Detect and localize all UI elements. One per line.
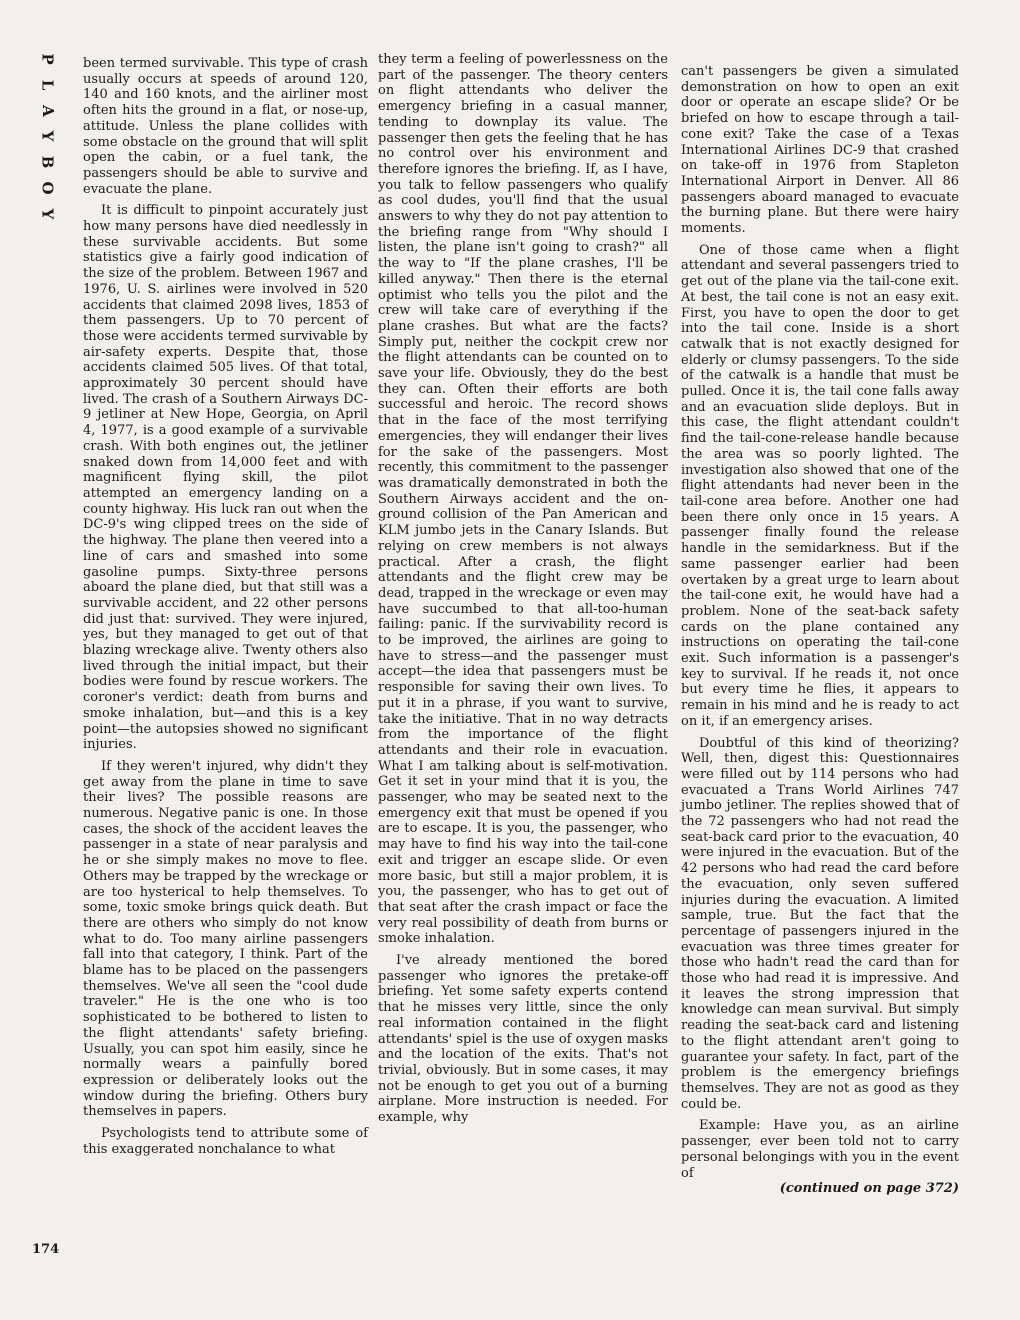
article-column-1 xyxy=(83,56,368,1158)
logo-letter: Y xyxy=(38,131,57,143)
paragraph: Doubtful of this kind of theorizing? Well, then, digest this: Questionnaires were filled out by 114 persons who had evacuated a Trans World Airlines 747 jumbo jetliner. The replies showed that of the 72 passengers who had not read the seat-back card prior to the evacuation, 40 were injured in the evacuation. But of the 42 persons who had read the card before the evacuation, only seven suffered injuries during the evacuation. A limited sample, true. But the fact that the percentage of passengers injured in the evacuation was three times greater for those who hadn't read the card than for those who had read it is impressive. And it leaves the strong impression that knowledge can mean survival. But simply reading the seat-back card and listening to the flight attendant aren't going to guarantee your safety. In fact, part of the problem is the emergency briefings themselves. They are not as good as they could be. xyxy=(681,735,959,1112)
magazine-logo-vertical xyxy=(30,52,64,222)
paragraph: been termed survivable. This type of crash usually occurs at speeds of around 120, 140 and 160 knots, and the airliner most often hits the ground in a flat, or nose-up, attitude. Unless the plane collides with some obstacle on the ground that will split open the cabin, or a fuel tank, the passengers should be able to survive and evacuate the plane. xyxy=(83,56,368,197)
paragraph: Example: Have you, as an airline passenger, ever been told not to carry personal belongings with you in the event of xyxy=(681,1118,959,1181)
logo-letter: A xyxy=(38,104,57,118)
paragraph: One of those came when a flight attendant and several passengers tried to get out of the plane via the tail-cone exit. At best, the tail cone is not an easy exit. First, you have to open the door to get into the tail cone. Inside is a short catwalk that is not exactly designed for elderly or clumsy passengers. To the side of the catwalk is a handle that must be pulled. Once it is, the tail cone falls away and an evacuation slide deploys. But in this case, the flight attendant couldn't find the tail-cone-release handle because the area was so poorly lighted. The investigation also showed that one of the flight attendants had never been in the tail-cone area before. Another one had been there only once in 15 years. A passenger finally found the release handle in the semidarkness. But if the same passenger earlier had been overtaken by a great urge to learn about the tail-cone exit, he would have had a problem. None of the seat-back safety cards on the plane contained any instructions on operating the tail-cone exit. Such information is a passenger's key to survival. If he reads it, not once but every time he flies, it appears to remain in his mind and he is ready to act on it, if an emergency arises. xyxy=(681,242,959,729)
paragraph: Psychologists tend to attribute some of this exaggerated nonchalance to what xyxy=(83,1126,368,1157)
logo-letter: P xyxy=(38,53,57,66)
logo-letter: B xyxy=(38,155,57,170)
paragraph: they term a feeling of powerlessness on the part of the passenger. The theory centers on flight attendants who deliver the emergency briefing in a casual manner, tending to downplay its value. The passenger then gets the feeling that he has no control over his environment and therefore ignores the briefing. If, as I have, you talk to fellow passengers who qualify as cool dudes, you'll find that the usual answers to why they do not pay attention to the briefing range from "Why should I listen, the plane isn't going to crash?" all the way to "If the plane crashes, I'll be killed anyway." Then there is the eternal optimist who tells you the pilot and the crew will take care of everything if the plane crashes. But what are the facts? Simply put, neither the cockpit crew nor the flight attendants can be counted on to save your life. Obviously, they do the best they can. Often their efforts are both successful and heroic. The record shows that in the face of the most terrifying emergencies, they will endanger their lives for the sake of the passengers. Most recently, this commitment to the passenger was dramatically demonstrated in both the Southern Airways accident and the on-ground collision of the Pan American and KLM jumbo jets in the Canary Islands. But relying on crew members is not always practical. After a crash, the flight attendants and the flight crew may be dead, trapped in the wreckage or even may have succumbed to that all-too-human failing: panic. If the survivability record is to be improved, the airlines are going to have to stress—and the passenger must accept—the idea that passengers must be responsible for saving their own lives. To put it in a phrase, if you want to survive, take the initiative. That in no way detracts from the importance of the flight attendants and their role in evacuation. What I am talking about is self-motivation. Get it set in your mind that it is you, the passenger, who may be seated next to the emergency exit that must be opened if you are to escape. It is you, the passenger, who may have to find his way into the tail-cone exit and trigger an escape slide. Or even more basic, but still a major problem, it is you, the passenger, who has to get out of that seat after the crash impact or face the very real possibility of death from burns or smoke inhalation. xyxy=(378,52,668,947)
logo-letter: Y xyxy=(38,208,57,221)
paragraph: can't passengers be given a simulated demonstration on how to open an exit door or operate an escape slide? Or be briefed on how to escape through a tail-cone exit? Take the case of a Texas International Airlines DC-9 that crashed on take-off in 1976 from Stapleton International Airport in Denver. All 86 passengers aboard managed to evacuate the burning plane. But there were hairy moments. xyxy=(681,64,959,237)
paragraph: If they weren't injured, why didn't they get away from the plane in time to save their lives? The possible reasons are numerous. Negative panic is one. In those cases, the shock of the accident leaves the passenger in a state of near paralysis and he or she simply makes no move to flee. Others may be trapped by the wreckage or are too hysterical to help themselves. To some, toxic smoke brings quick death. But there are others who simply do not know what to do. Too many airline passengers fall into that category, I think. Part of the blame has to be placed on the passengers themselves. We've all seen the "cool dude traveler." He is the one who is too sophisticated to be bothered to listen to the flight attendants' safety briefing. Usually, you can spot him easily, since he normally wears a painfully bored expression or deliberately looks out the window during the briefing. Others bury themselves in papers. xyxy=(83,758,368,1120)
article-column-2 xyxy=(378,52,668,1126)
logo-letter: O xyxy=(38,181,57,196)
logo-letter: L xyxy=(38,79,57,92)
paragraph: I've already mentioned the bored passenger who ignores the pretake-off briefing. Yet some safety experts contend that he misses very little, since the only real information contained in the flight attendants' spiel is the use of oxygen masks and the location of the exits. That's not trivial, obviously. But in some cases, it may not be enough to get you out of a burning airplane. More instruction is needed. For example, why xyxy=(378,953,668,1126)
page-number: 174 xyxy=(32,1242,60,1257)
continued-note: (continued on page 372) xyxy=(779,1181,959,1197)
paragraph: It is difficult to pinpoint accurately just how many persons have died needlessly in these survivable accidents. But some statistics give a fairly good indication of the size of the problem. Between 1967 and 1976, U. S. airlines were involved in 520 accidents that claimed 2098 lives, 1853 of them passengers. Up to 70 percent of those were accidents termed survivable by air-safety experts. Despite that, those accidents claimed 505 lives. Of that total, approximately 30 percent should have lived. The crash of a Southern Airways DC-9 jetliner at New Hope, Georgia, on April 4, 1977, is a good example of a survivable crash. With both engines out, the jetliner snaked down from 14,000 feet and with magnificent flying skill, the pilot attempted an emergency landing on a county highway. His luck ran out when the DC-9's wing clipped trees on the side of the highway. The plane then veered into a line of cars and smashed into some gasoline pumps. Sixty-three persons aboard the plane died, but that still was a survivable accident, and 22 other persons did just that: survived. They were injured, yes, but they managed to get out of that blazing wreckage alive. Twenty others also lived through the initial impact, but their bodies were found by rescue workers. The coroner's verdict: death from burns and smoke inhalation, but—and this is a key point—the autopsies showed no significant injuries. xyxy=(83,203,368,753)
article-column-3 xyxy=(681,64,959,1197)
